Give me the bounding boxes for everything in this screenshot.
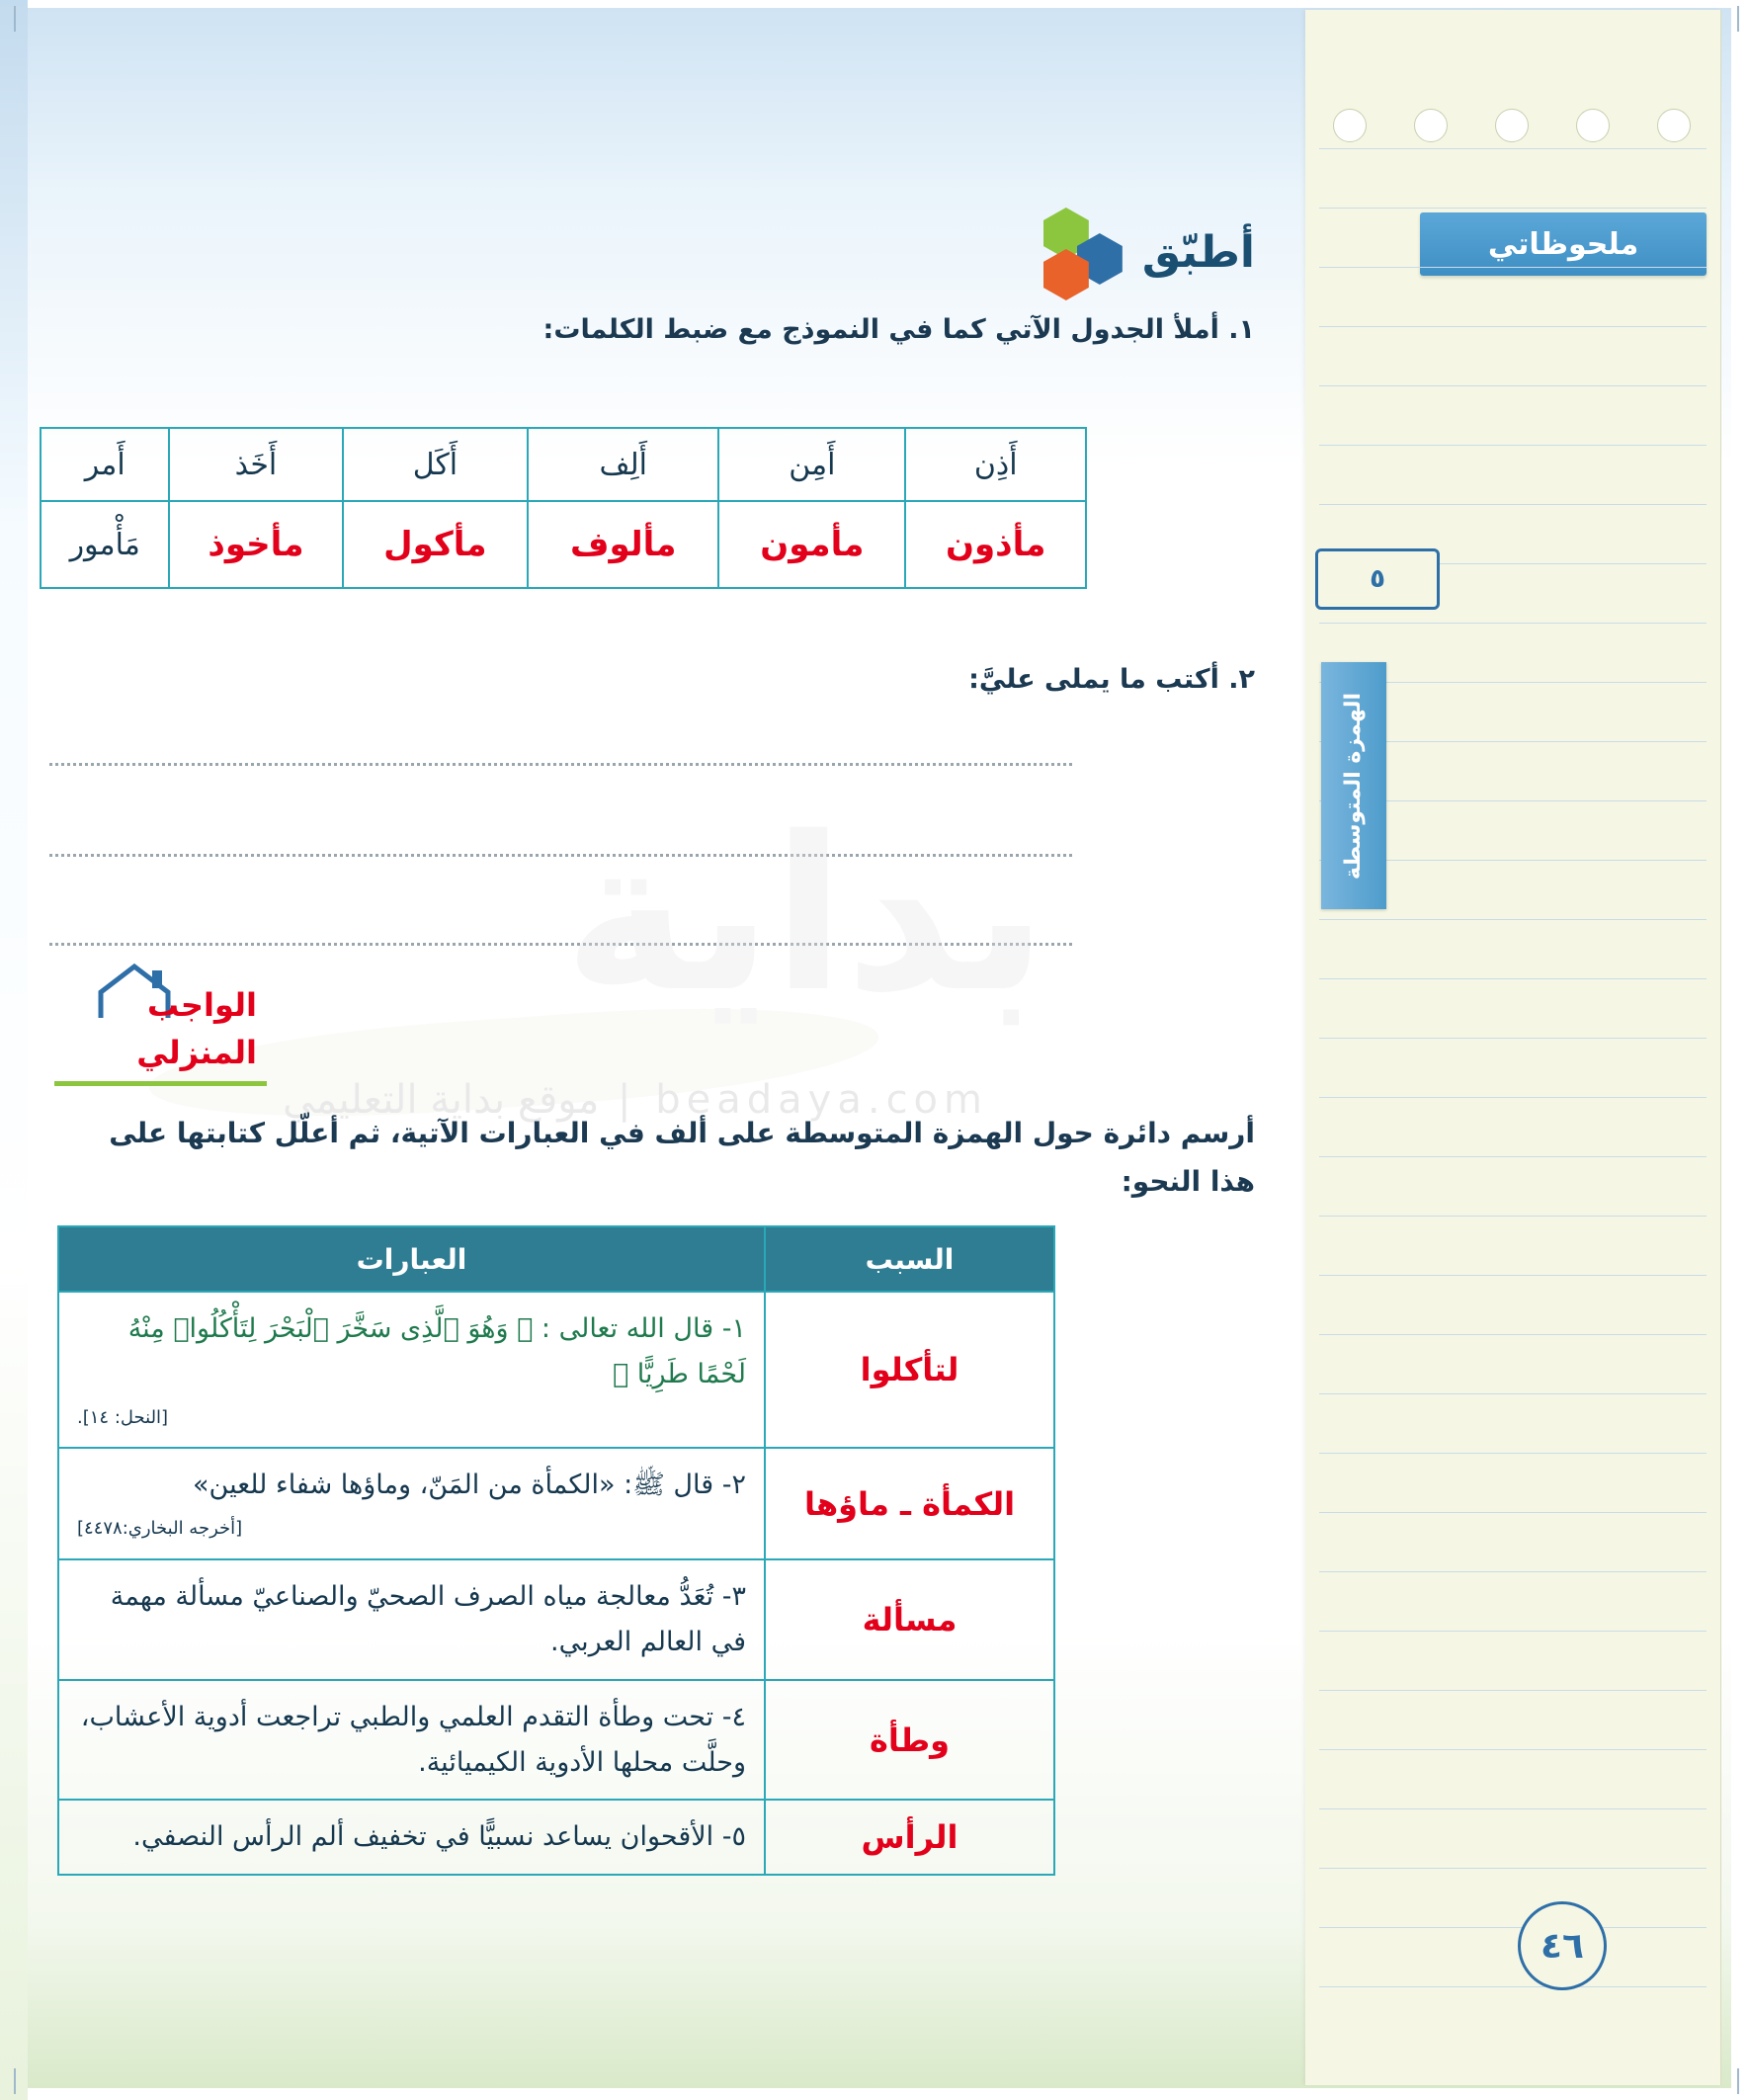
header-reason: السبب	[765, 1226, 1054, 1292]
cell-answer[interactable]: مأمون	[718, 501, 905, 588]
ruled-line	[1319, 623, 1707, 624]
answer-line[interactable]	[49, 852, 1072, 857]
ruled-line	[1319, 1156, 1707, 1157]
cell-prompt: أَذِن	[905, 428, 1086, 501]
table-row-prompts	[41, 428, 1086, 501]
homework-label-line1: الواجب	[147, 986, 257, 1024]
hexagon-cluster-icon	[1016, 208, 1124, 296]
cell-answer[interactable]: مأكول	[343, 501, 529, 588]
unit-ribbon-label: الهمزة المتوسطة	[1341, 692, 1367, 880]
ruled-line	[1319, 1512, 1707, 1513]
crop-mark-bottom-left	[14, 2068, 16, 2094]
ruled-line	[1319, 326, 1707, 327]
cell-phrase-source: [أخرجه البخاري:٤٤٧٨]	[77, 1518, 243, 1540]
homework-instruction: أرسم دائرة حول الهمزة المتوسطة على ألف في العبارات الآتية، ثم أعلّل كتابتها على هذا النحو:	[109, 1117, 1255, 1198]
ruled-line	[1319, 1097, 1707, 1098]
cell-phrase	[58, 1292, 765, 1448]
cell-prompt: أَمر	[41, 428, 169, 501]
table-row	[58, 1680, 1054, 1801]
cell-reason[interactable]: الكمأة ـ ماؤها	[765, 1448, 1054, 1558]
table-row	[58, 1559, 1054, 1680]
cell-phrase	[58, 1448, 765, 1558]
cell-phrase: ٣- تُعَدُّ معالجة مياه الصرف الصحيّ والصناعيّ مسألة مهمة في العالم العربي.	[58, 1559, 765, 1680]
cell-phrase-text: ٢- قال ﷺ: «الكمأة من المَنّ، وماؤها شفاء للعين»	[193, 1470, 746, 1501]
binder-holes	[1305, 109, 1720, 148]
cell-reason[interactable]: مسألة	[765, 1559, 1054, 1680]
homework-table	[57, 1225, 1055, 1876]
table-header-row	[58, 1226, 1054, 1292]
ruled-line	[1319, 1571, 1707, 1572]
ruled-line	[1319, 1275, 1707, 1276]
cell-answer[interactable]: مألوف	[528, 501, 718, 588]
cell-reason[interactable]: لتأكلوا	[765, 1292, 1054, 1448]
ruled-line	[1319, 1749, 1707, 1750]
binder-hole	[1657, 109, 1691, 142]
ruled-line	[1319, 1038, 1707, 1039]
cell-prompt: أَخَذ	[169, 428, 342, 501]
cell-reason[interactable]: الرأس	[765, 1800, 1054, 1875]
ruled-line	[1319, 385, 1707, 386]
cell-reason[interactable]: وطأة	[765, 1680, 1054, 1801]
ruled-line	[1319, 919, 1707, 920]
ruled-line	[1319, 1690, 1707, 1691]
notes-tab-label: ملحوظاتي	[1487, 226, 1639, 262]
table-row	[58, 1448, 1054, 1558]
crop-mark-top-left	[14, 6, 16, 32]
binder-hole	[1333, 109, 1367, 142]
ruled-line	[1319, 504, 1707, 505]
homework-label-line2: المنزلي	[136, 1034, 257, 1071]
answer-line[interactable]	[49, 941, 1072, 946]
homework-underline	[54, 1081, 267, 1086]
crop-mark-bottom-right	[1737, 2068, 1739, 2094]
binder-hole	[1495, 109, 1529, 142]
question-2-text: ٢. أكتب ما يملى عليَّ:	[968, 664, 1255, 695]
cell-phrase-source: [النحل: ١٤].	[77, 1406, 169, 1428]
ruled-line	[1319, 978, 1707, 979]
binder-hole	[1576, 109, 1610, 142]
answer-line[interactable]	[49, 761, 1072, 766]
cell-phrase: ٥- الأقحوان يساعد نسبيًّا في تخفيف ألم الرأس النصفي.	[58, 1800, 765, 1875]
unit-ribbon	[1321, 662, 1386, 909]
apply-section-heading	[1016, 208, 1255, 296]
homework-badge	[49, 966, 267, 1085]
ruled-line	[1319, 1986, 1707, 1987]
ruled-line	[1319, 267, 1707, 268]
watermark-word: بداية	[563, 791, 1047, 1039]
ruled-line	[1319, 1334, 1707, 1335]
cell-prompt: أَلِف	[528, 428, 718, 501]
ruled-line	[1319, 1453, 1707, 1454]
notes-panel	[1305, 10, 1721, 2085]
ruled-line	[1319, 1393, 1707, 1394]
cell-answer[interactable]: مأذون	[905, 501, 1086, 588]
ruled-line	[1319, 208, 1707, 209]
ruled-line	[1319, 445, 1707, 446]
left-edge-strip	[0, 0, 28, 2100]
binder-hole	[1414, 109, 1448, 142]
crop-mark-top-right	[1737, 6, 1739, 32]
cell-prompt: أَمِن	[718, 428, 905, 501]
ruled-line	[1319, 1216, 1707, 1217]
main-content	[69, 0, 1285, 2100]
cell-answer[interactable]: مأخوذ	[169, 501, 342, 588]
ruled-line	[1319, 1631, 1707, 1632]
ruled-line	[1319, 1868, 1707, 1869]
ruled-line	[1319, 148, 1707, 149]
question-1-text: ١. أملأ الجدول الآتي كما في النموذج مع ضبط الكلمات:	[542, 314, 1255, 345]
watermark-sub: beadaya.com | موقع بداية التعليمي	[283, 1077, 988, 1123]
unit-number-label: ٥	[1370, 564, 1385, 594]
page-number-label: ٤٦	[1541, 1925, 1584, 1967]
unit-number-badge	[1315, 548, 1440, 610]
cell-prompt: أَكَل	[343, 428, 529, 501]
ruled-line	[1319, 1808, 1707, 1809]
question-1-table	[40, 427, 1087, 589]
header-phrase: العبارات	[58, 1226, 765, 1292]
table-row	[58, 1292, 1054, 1448]
cell-phrase-text: ١- قال الله تعالى : ﴿ وَهُوَ ٱلَّذِى سَخَّرَ ٱلْبَحْرَ لِتَأْكُلُوا۟ مِنْهُ لَحْمًا طَرِيًّا ﴾	[127, 1313, 746, 1389]
page-number	[1518, 1901, 1607, 1990]
cell-answer-model: مَأْمور	[41, 501, 169, 588]
cell-phrase: ٤- تحت وطأة التقدم العلمي والطبي تراجعت أدوية الأعشاب، وحلَّت محلها الأدوية الكيميائية.	[58, 1680, 765, 1801]
table-row-answers	[41, 501, 1086, 588]
ruled-line	[1319, 1927, 1707, 1928]
table-row	[58, 1800, 1054, 1875]
apply-title: أطبّق	[1141, 226, 1255, 278]
ruled-lines	[1305, 148, 1720, 2006]
